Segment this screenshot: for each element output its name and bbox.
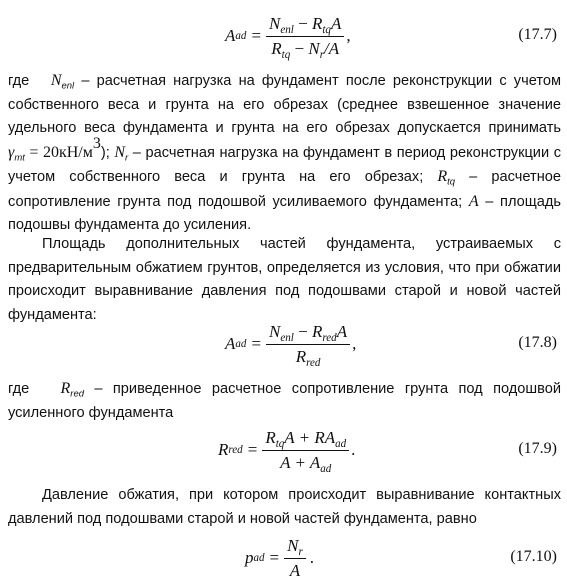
num-term: R: [265, 427, 276, 447]
paragraph-pressure: Давление обжатия, при котором происходит выравнивание контактных давлений под подошвами старой и новой частей фундамента, равно: [8, 487, 561, 527]
equation-body: A ad = $\frac{N_{enl} - R_{tq}A}{R_{tq} - N_r/A}$ ,: [225, 13, 351, 61]
symbol-sub: mt: [14, 151, 25, 163]
denominator: [268, 39, 342, 59]
den-term: /A: [324, 38, 340, 58]
operator: −: [293, 13, 312, 33]
fraction-bar: [284, 558, 306, 559]
eq-lhs: R: [218, 440, 229, 459]
symbol: γ: [8, 143, 15, 161]
num-term-sub: ad: [335, 437, 347, 450]
symbol-sub: tq: [447, 176, 456, 188]
eq-tail: ,: [352, 334, 357, 353]
equation-body: A ad = $\frac{N_{enl} - R_{red}A}{R_{red}}$ ,: [225, 321, 357, 369]
symbol-sub: red: [70, 388, 84, 400]
paragraph-definitions: [8, 69, 561, 238]
fraction: [262, 428, 349, 473]
symbol: N: [50, 72, 62, 89]
equation-number: (17.8): [518, 334, 557, 351]
symbol: R: [437, 168, 448, 185]
text-run: );: [100, 144, 115, 161]
den-term: R: [295, 346, 307, 366]
operator: −: [293, 321, 312, 341]
numerator: [262, 428, 349, 448]
text-run: – расчетная нагрузка на фундамент в период реконструкции с учетом собственного веса и грунта на его обрезах;: [8, 144, 561, 185]
symbol: R: [60, 380, 71, 397]
equation-body: R red = $\frac{R_{tq}A + RA_{ad}}{A + A_{ad}}$ .: [218, 427, 356, 475]
text-run: – расчетное сопротивление грунта под подошвой усиливаемого фундамента;: [8, 169, 561, 210]
den-term-sub: red: [306, 356, 321, 369]
fraction: [266, 322, 350, 367]
num-term-sub: enl: [280, 23, 294, 36]
den-term: N: [308, 38, 320, 58]
operator: −: [290, 38, 309, 58]
num-term: R: [311, 321, 323, 341]
den-term: A: [289, 560, 301, 580]
eq-tail: .: [351, 440, 356, 459]
eq-lhs: p: [245, 548, 254, 567]
symbol: N: [114, 143, 126, 161]
num-term-sub: tq: [275, 437, 285, 450]
num-term: A: [330, 13, 342, 33]
where-word: где: [8, 381, 30, 397]
equation-body: p ad = $\frac{N_r}{A}$ .: [245, 535, 315, 580]
numerator: [284, 536, 306, 556]
eq-lhs: A: [225, 26, 236, 45]
eq-tail: .: [309, 548, 315, 567]
fraction-bar: [266, 344, 350, 345]
den-term-sub: tq: [281, 48, 291, 61]
where-word: где: [8, 73, 30, 89]
num-term-sub: red: [322, 331, 337, 344]
equals-sign: =: [251, 334, 262, 353]
equation-number: (17.7): [518, 26, 557, 43]
equation-17-7: [0, 10, 567, 62]
num-term-sub: enl: [280, 331, 294, 344]
den-term: A + A: [280, 452, 321, 472]
denominator: [287, 561, 303, 581]
den-term-sub: ad: [320, 462, 332, 475]
numerator: [266, 322, 350, 342]
symbol: A: [468, 192, 479, 210]
fraction-bar: [262, 450, 349, 451]
num-term-sub: r: [298, 545, 303, 558]
numerator: [266, 14, 344, 34]
symbol-sub: enl: [61, 80, 75, 92]
num-term: N: [269, 13, 281, 33]
equation-number: (17.9): [518, 440, 557, 457]
equation-number: (17.10): [510, 548, 557, 565]
fraction: [266, 14, 344, 59]
symbol-sub: r: [125, 151, 129, 163]
eq-lhs: A: [225, 334, 236, 353]
num-term-sub: tq: [322, 23, 331, 36]
num-term: A: [336, 321, 348, 341]
equals-sign: =: [251, 26, 262, 45]
equation-17-10: [0, 533, 567, 583]
value: = 20кН/м: [24, 143, 93, 161]
equals-sign: =: [269, 548, 280, 567]
fraction: [284, 536, 306, 581]
text-run: – расчетная нагрузка на фундамент после реконструкции с учетом собственного веса и грунта на его обрезах (среднее взвешенное значение удельного веса фундамента и грунта на его обрезах допускается принимать: [8, 73, 562, 136]
num-term: R: [311, 13, 323, 33]
paragraph-area-condition: Площадь дополнительных частей фундамента, устраиваемых с предварительным обжатием грунтов, определяется из условия, что при обжатии происходит выравнивание давления под подошвами старой и новой частей фундамента:: [8, 236, 561, 323]
fraction-bar: [266, 36, 344, 37]
text-run: – приведенное расчетное сопротивление грунта под подошвой усиленного фундамента: [8, 381, 561, 421]
paragraph-rred-definition: [8, 377, 561, 425]
equation-17-8: [0, 318, 567, 370]
power: 3: [92, 134, 101, 152]
denominator: [277, 453, 334, 473]
equation-17-9: [0, 424, 567, 476]
text-run: – площадь подошвы фундамента до усиления.: [8, 193, 561, 233]
denominator: [293, 347, 324, 367]
num-term: N: [287, 535, 299, 555]
eq-tail: ,: [346, 26, 351, 45]
num-term: N: [269, 321, 281, 341]
den-term: R: [271, 38, 282, 58]
den-term-sub: r: [319, 48, 324, 61]
num-term: A + RA: [284, 427, 336, 447]
equals-sign: =: [247, 440, 258, 459]
